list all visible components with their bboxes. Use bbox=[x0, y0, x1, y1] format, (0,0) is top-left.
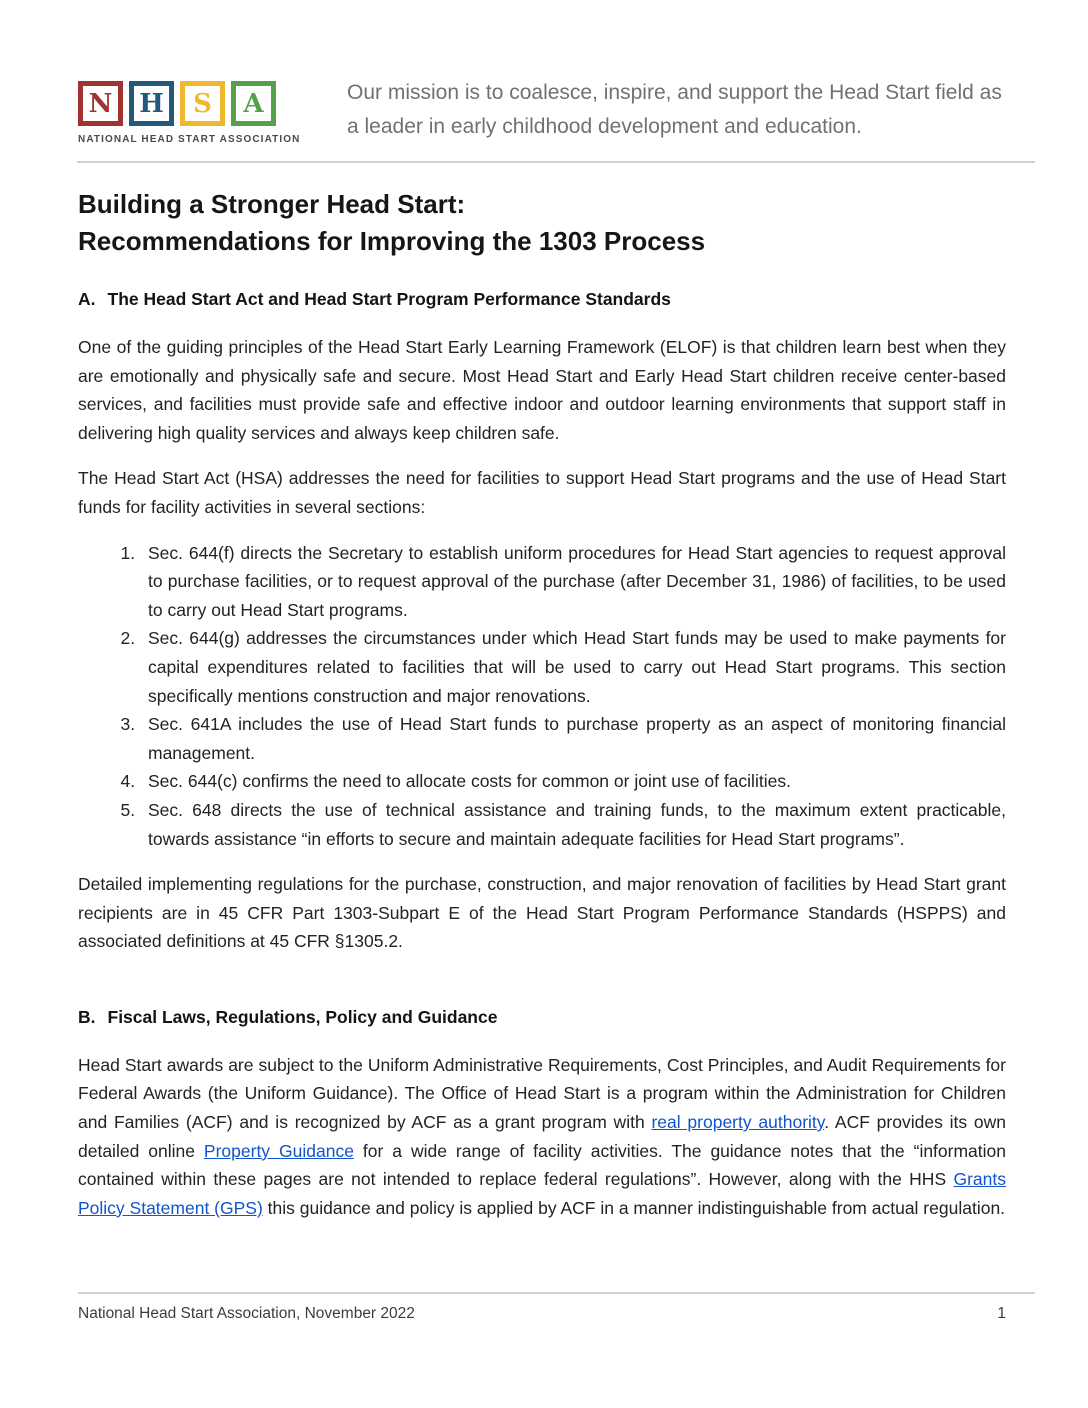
document-title bbox=[78, 186, 1018, 260]
section-b-paragraph-1: Head Start awards are subject to the Uniform Administrative Requirements, Cost Principles, and Audit Requirements for Federal Awards (the Uniform Guidance). The Office of Head Start is a program within the Administration for Children and Families (ACF) and is recognized by ACF as a grant program with real property authority. ACF provides its own detailed online Property Guidance for a wide range of facility activities. The guidance notes that the “information contained within these pages are not intended to replace federal regulations”. However, along with the HHS Grants Policy Statement (GPS) this guidance and policy is applied by ACF in a manner indistinguishable from actual regulation. bbox=[78, 1054, 1007, 1218]
section-a-paragraph-3: Detailed implementing regulations for the purchase, construction, and major renovation of facilities by Head Start grant recipients are in 45 CFR Part 1303-Subpart E of the Head Start Program Performance Standards (HSPPS) and associated definitions at 45 CFR §1305.2. bbox=[78, 874, 1006, 952]
list-item: 4. Sec. 644(c) confirms the need to allocate costs for common or joint use of facilities. bbox=[140, 767, 1006, 796]
footer-divider bbox=[78, 1292, 1035, 1294]
list-item: 2. Sec. 644(g) addresses the circumstances under which Head Start funds may be used to make payments for capital expenditures related to facilities that will be used to carry out Head Start programs. This section specifically mentions construction and major renovations. bbox=[140, 624, 1006, 710]
hsa-sections-list bbox=[78, 539, 1006, 854]
section-a-heading-text: The Head Start Act and Head Start Program Performance Standards bbox=[107, 289, 671, 309]
section-a-paragraph-2: The Head Start Act (HSA) addresses the need for facilities to support Head Start programs and the use of Head Start funds for facility activities in several sections: bbox=[78, 468, 1006, 517]
list-item: 1. Sec. 644(f) directs the Secretary to establish uniform procedures for Head Start agencies to request approval to purchase facilities, or to request approval of the purchase (after December 31, 1986) of facilities, to be used to carry out Head Start programs. bbox=[140, 539, 1006, 625]
logo-letter-h: H bbox=[129, 81, 174, 126]
nhsa-logo-blocks bbox=[78, 81, 288, 126]
list-item: 5. Sec. 648 directs the use of technical assistance and training funds, to the maximum extent practicable, towards assistance “in efforts to secure and maintain adequate facilities for Head Start programs”. bbox=[140, 796, 1006, 853]
section-a-paragraph-1: One of the guiding principles of the Head Start Early Learning Framework (ELOF) is that children learn best when they are emotionally and physically safe and secure. Most Head Start and Early Head Start children receive center-based services, and facilities must provide safe and effective indoor and outdoor learning environments that support staff in delivering high quality services and always keep children safe. bbox=[78, 337, 1006, 443]
mission-statement: Our mission is to coalesce, inspire, and support the Head Start field as a leader in early childhood development and education. bbox=[347, 81, 1002, 138]
document-title-line1: Building a Stronger Head Start: bbox=[78, 189, 466, 219]
inline-link[interactable]: Grants Policy Statement (GPS) bbox=[78, 1169, 1006, 1218]
nhsa-logo bbox=[78, 81, 301, 145]
document-title-line2: Recommendations for Improving the 1303 Process bbox=[78, 226, 706, 256]
logo-letter-s: S bbox=[180, 81, 225, 126]
section-a-heading bbox=[78, 288, 1006, 310]
footer-org-date: National Head Start Association, November 2022 bbox=[78, 1305, 415, 1322]
logo-caption: NATIONAL HEAD START ASSOCIATION bbox=[78, 134, 301, 145]
section-b-heading bbox=[78, 1006, 1006, 1028]
header-divider bbox=[77, 161, 1035, 163]
section-b-letter: B. bbox=[78, 1006, 96, 1027]
inline-link[interactable]: Property Guidance bbox=[203, 1140, 354, 1161]
page-footer bbox=[78, 1305, 1006, 1323]
logo-letter-a: A bbox=[231, 81, 276, 126]
page-number: 1 bbox=[997, 1305, 1006, 1322]
list-item: 3. Sec. 641A includes the use of Head Start funds to purchase property as an aspect of monitoring financial management. bbox=[140, 710, 1006, 767]
section-a-letter: A. bbox=[78, 289, 96, 309]
document-body bbox=[78, 288, 1006, 1239]
section-b-heading-text: Fiscal Laws, Regulations, Policy and Guidance bbox=[107, 1006, 498, 1027]
logo-letter-n: N bbox=[78, 81, 123, 126]
inline-link[interactable]: real property authority bbox=[651, 1112, 825, 1133]
